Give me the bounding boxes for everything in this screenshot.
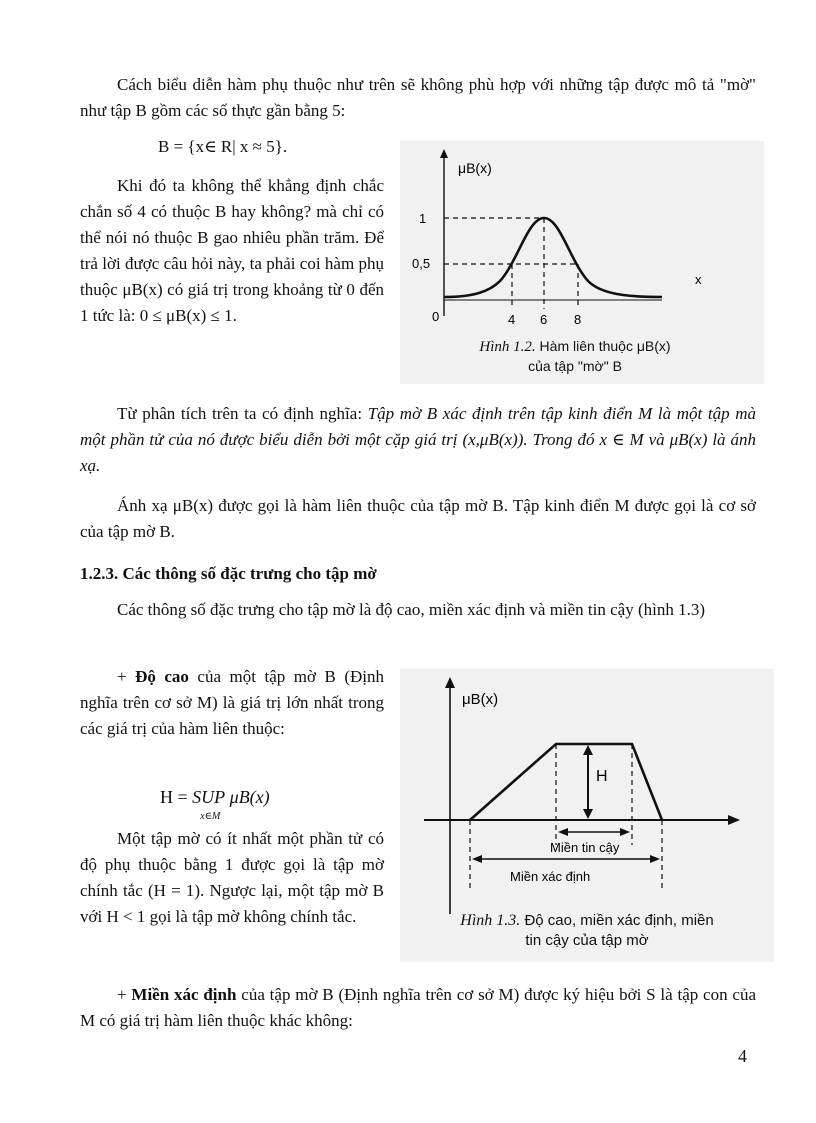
core-arrow-left [558, 828, 568, 836]
x-axis-arrow [728, 815, 740, 825]
section-heading: 1.2.3. Các thông số đặc trưng cho tập mờ [80, 564, 377, 583]
y-axis-arrow [440, 149, 448, 158]
y-tick-half: 0,5 [412, 256, 431, 271]
caption-number: Hình 1.3. [460, 912, 521, 929]
y-axis-arrow [445, 677, 455, 688]
membership-curve [444, 218, 662, 297]
caption-line-1: Hàm liên thuộc μB(x) [535, 338, 671, 354]
x-tick-4: 4 [508, 312, 516, 327]
support-label: Miền xác định [510, 869, 591, 884]
canonical-set-paragraph: Một tập mờ có ít nhất một phần tử có độ phụ thuộc bằng 1 được gọi là tập mờ chính tắc (H = 1). Ngược lại, một tập mờ B với H < 1 gọi là tập mờ không chính tắc. [80, 829, 384, 926]
x-tick-8: 8 [574, 312, 582, 327]
height-term: Độ cao [135, 667, 189, 686]
height-label: H [596, 768, 608, 785]
core-label: Miền tin cậy [550, 840, 620, 855]
support-arrow-left [472, 855, 482, 863]
figure-1-2-caption [420, 337, 730, 376]
formula-mu: μB(x) [225, 787, 270, 807]
height-definition: + Độ cao của một tập mờ B (Định nghĩa trên cơ sở M) là giá trị lớn nhất trong các giá trị của hàm liên thuộc: [80, 667, 384, 738]
membership-mapping-paragraph: Ánh xạ μB(x) được gọi là hàm liên thuộc của tập mờ B. Tập kinh điển M được gọi là cơ sở của tập mờ B. [80, 496, 756, 541]
trapezoid-membership [470, 744, 662, 820]
fuzzy-explanation-paragraph: Khi đó ta không thể khẳng định chắc chắn số 4 có thuộc B hay không? mà chỉ có thể nói nó thuộc B gao nhiêu phần trăm. Để trả lời được câu hỏi này, ta phải coi hàm phụ thuộc μB(x) có giá trị trong khoảng từ 0 đến 1 tức là: 0 ≤ μB(x) ≤ 1. [80, 176, 384, 325]
figure-membership-function [400, 141, 764, 384]
sup-subscript: x∈M [200, 811, 221, 822]
support-term: Miền xác định [131, 985, 237, 1004]
x-axis-label: x [695, 272, 702, 287]
y-axis-label: μB(x) [458, 160, 492, 176]
y-axis-label: μB(x) [462, 691, 499, 708]
set-definition: B = {x∈ R| x ≈ 5}. [158, 137, 288, 156]
height-arrow-bottom [583, 809, 593, 819]
caption-line-1: Độ cao, miền xác định, miền [520, 912, 714, 929]
y-tick-1: 1 [419, 211, 427, 226]
caption-number: Hình 1.2. [479, 339, 536, 355]
definition-lead: Từ phân tích trên ta có định nghĩa: [117, 404, 368, 423]
figure-fuzzy-parameters [400, 669, 774, 962]
core-arrow-right [620, 828, 630, 836]
section-intro-paragraph: Các thông số đặc trưng cho tập mờ là độ cao, miền xác định và miền tin cậy (hình 1.3) [117, 600, 706, 619]
figure-1-3-caption [410, 911, 764, 951]
support-arrow-right [650, 855, 660, 863]
intro-paragraph: Cách biểu diễn hàm phụ thuộc như trên sẽ không phù hợp với những tập được mô tả "mờ" như tập B gồm các số thực gần bằng 5: [80, 75, 756, 120]
x-tick-6: 6 [540, 312, 548, 327]
support-definition: + Miền xác định của tập mờ B (Định nghĩa trên cơ sở M) được ký hiệu bởi S là tập con của M có giá trị hàm liên thuộc khác không: [80, 985, 757, 1030]
definition-text: Tập mờ B xác định trên tập kinh điển M là một tập mà một phần tử của nó được biểu diễn bởi một cặp giá trị (x,μB(x)). Trong đó x ∈ M và μB(x) là ánh xạ. [80, 404, 757, 475]
height-formula: H = SUP x∈M μB(x) [160, 784, 270, 810]
caption-line-2: tin cậy của tập mờ [525, 932, 649, 949]
definition-paragraph [80, 401, 756, 479]
x-tick-0: 0 [432, 309, 440, 324]
height-arrow-top [583, 745, 593, 755]
page-number: 4 [738, 1046, 747, 1066]
caption-line-2: của tập "mờ" B [528, 358, 622, 374]
sup-operator: SUP [192, 787, 226, 807]
